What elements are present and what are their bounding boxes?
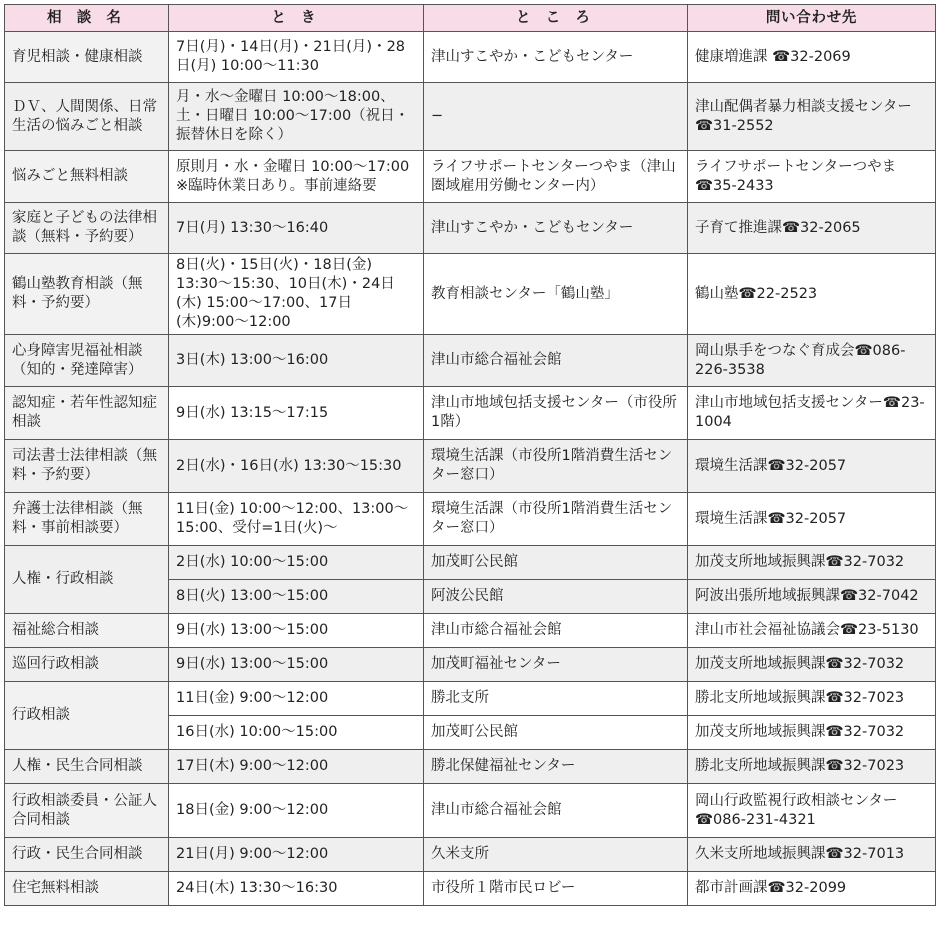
row-time: 17日(木) 9:00〜12:00: [169, 750, 424, 784]
row-place: 市役所１階市民ロビー: [424, 872, 688, 906]
row-name: ＤＶ、人間関係、日常生活の悩みごと相談: [5, 83, 169, 151]
row-name: 認知症・若年性認知症相談: [5, 387, 169, 440]
row-time: 月・水〜金曜日 10:00〜18:00、土・日曜日 10:00〜17:00（祝日・振替休日を除く）: [169, 83, 424, 151]
row-name: 家庭と子どもの法律相談（無料・予約要）: [5, 203, 169, 254]
row-place: 津山すこやか・こどもセンター: [424, 203, 688, 254]
row-contact: 子育て推進課☎32-2065: [688, 203, 936, 254]
row-place: 加茂町公民館: [424, 716, 688, 750]
row-place: 久米支所: [424, 838, 688, 872]
row-place: 環境生活課（市役所1階消費生活センター窓口）: [424, 440, 688, 493]
row-name: 行政・民生合同相談: [5, 838, 169, 872]
row-place: 津山市地域包括支援センター（市役所1階）: [424, 387, 688, 440]
row-contact: 環境生活課☎32-2057: [688, 493, 936, 546]
row-contact: 岡山県手をつなぐ育成会☎086-226-3538: [688, 335, 936, 387]
row-contact: 津山市社会福祉協議会☎23-5130: [688, 614, 936, 648]
row-contact: 環境生活課☎32-2057: [688, 440, 936, 493]
row-time: 8日(火)・15日(火)・18日(金) 13:30〜15:30、10日(木)・24日(木) 15:00〜17:00、17日(木)9:00〜12:00: [169, 254, 424, 335]
row-place: ライフサポートセンターつやま（津山圏域雇用労働センター内）: [424, 151, 688, 203]
row-place: 津山市総合福祉会館: [424, 614, 688, 648]
row-contact: ライフサポートセンターつやま☎35-2433: [688, 151, 936, 203]
row-contact: 岡山行政監視行政相談センター☎086-231-4321: [688, 784, 936, 838]
table-row: [5, 440, 936, 493]
header-name: 相 談 名: [5, 5, 169, 32]
row-time: 7日(月)・14日(月)・21日(月)・28日(月) 10:00〜11:30: [169, 32, 424, 83]
row-place: 津山市総合福祉会館: [424, 335, 688, 387]
row-place: 津山市総合福祉会館: [424, 784, 688, 838]
table-row: [5, 387, 936, 440]
row-place: 津山すこやか・こどもセンター: [424, 32, 688, 83]
table-row: [5, 335, 936, 387]
row-time: 2日(水) 10:00〜15:00: [169, 546, 424, 580]
table-row: [5, 203, 936, 254]
table-row: [5, 872, 936, 906]
table-row: [5, 32, 936, 83]
row-time: 7日(月) 13:30〜16:40: [169, 203, 424, 254]
header-time: と き: [169, 5, 424, 32]
row-time: 3日(木) 13:00〜16:00: [169, 335, 424, 387]
consultation-table: [4, 4, 936, 906]
row-name: 人権・行政相談: [5, 546, 169, 614]
table-row: [5, 254, 936, 335]
row-place: −: [424, 83, 688, 151]
table-row: [5, 493, 936, 546]
header-row: [5, 5, 936, 32]
row-time: 原則月・水・金曜日 10:00〜17:00 ※臨時休業日あり。事前連絡要: [169, 151, 424, 203]
table-row: [5, 750, 936, 784]
table-row: [5, 546, 936, 580]
row-name: 弁護士法律相談（無料・事前相談要）: [5, 493, 169, 546]
row-time: 9日(水) 13:15〜17:15: [169, 387, 424, 440]
row-place: 加茂町公民館: [424, 546, 688, 580]
row-contact: 勝北支所地域振興課☎32-7023: [688, 682, 936, 716]
row-name: 行政相談委員・公証人合同相談: [5, 784, 169, 838]
row-time: 9日(水) 13:00〜15:00: [169, 614, 424, 648]
row-place: 教育相談センター「鶴山塾」: [424, 254, 688, 335]
row-contact: 久米支所地域振興課☎32-7013: [688, 838, 936, 872]
row-name: 福祉総合相談: [5, 614, 169, 648]
header-place: と こ ろ: [424, 5, 688, 32]
row-time: 18日(金) 9:00〜12:00: [169, 784, 424, 838]
row-place: 阿波公民館: [424, 580, 688, 614]
row-name: 育児相談・健康相談: [5, 32, 169, 83]
row-time: 9日(水) 13:00〜15:00: [169, 648, 424, 682]
row-contact: 阿波出張所地域振興課☎32-7042: [688, 580, 936, 614]
row-time: 24日(木) 13:30〜16:30: [169, 872, 424, 906]
row-contact: 津山市地域包括支援センター☎23-1004: [688, 387, 936, 440]
row-place: 加茂町福祉センター: [424, 648, 688, 682]
row-contact: 津山配偶者暴力相談支援センター☎31-2552: [688, 83, 936, 151]
row-contact: 加茂支所地域振興課☎32-7032: [688, 716, 936, 750]
row-contact: 都市計画課☎32-2099: [688, 872, 936, 906]
row-name: 鶴山塾教育相談（無料・予約要）: [5, 254, 169, 335]
row-name: 人権・民生合同相談: [5, 750, 169, 784]
row-name: 司法書士法律相談（無料・予約要）: [5, 440, 169, 493]
row-place: 勝北支所: [424, 682, 688, 716]
table-row: [5, 648, 936, 682]
row-place: 勝北保健福祉センター: [424, 750, 688, 784]
table-row: [5, 83, 936, 151]
row-time: 8日(火) 13:00〜15:00: [169, 580, 424, 614]
row-name: 心身障害児福祉相談（知的・発達障害）: [5, 335, 169, 387]
header-contact: 問い合わせ先: [688, 5, 936, 32]
row-contact: 加茂支所地域振興課☎32-7032: [688, 546, 936, 580]
row-contact: 健康増進課 ☎32-2069: [688, 32, 936, 83]
row-contact: 鶴山塾☎22-2523: [688, 254, 936, 335]
row-time: 2日(水)・16日(水) 13:30〜15:30: [169, 440, 424, 493]
table-row: [5, 784, 936, 838]
row-name: 住宅無料相談: [5, 872, 169, 906]
table-row: [5, 151, 936, 203]
row-name: 行政相談: [5, 682, 169, 750]
row-name: 悩みごと無料相談: [5, 151, 169, 203]
row-place: 環境生活課（市役所1階消費生活センター窓口）: [424, 493, 688, 546]
table-row: [5, 682, 936, 716]
row-time: 16日(水) 10:00〜15:00: [169, 716, 424, 750]
row-time: 11日(金) 10:00〜12:00、13:00〜15:00、受付=1日(火)〜: [169, 493, 424, 546]
row-time: 11日(金) 9:00〜12:00: [169, 682, 424, 716]
row-contact: 勝北支所地域振興課☎32-7023: [688, 750, 936, 784]
row-contact: 加茂支所地域振興課☎32-7032: [688, 648, 936, 682]
table-row: [5, 614, 936, 648]
row-time: 21日(月) 9:00〜12:00: [169, 838, 424, 872]
row-name: 巡回行政相談: [5, 648, 169, 682]
table-row: [5, 838, 936, 872]
